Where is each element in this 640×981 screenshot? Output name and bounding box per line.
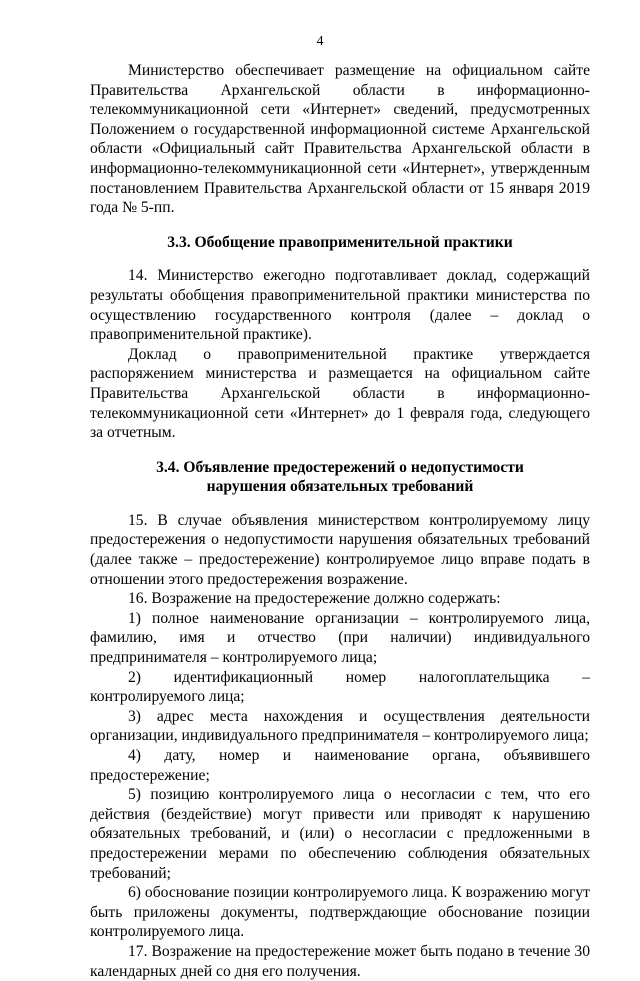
paragraph-15: 15. В случае объявления министерством контролируемому лицу предостережения о недопустимости нарушения обязательных требований (далее также – предостережение) контролируемое лицо вправе подать в отношении этого предостережения возражение. bbox=[90, 511, 590, 588]
document-body bbox=[90, 61, 590, 981]
paragraph-16: 16. Возражение на предостережение должно содержать: bbox=[128, 590, 501, 608]
section-3-4-heading-line2: нарушения обязательных требований bbox=[206, 478, 474, 496]
section-3-4-heading bbox=[90, 458, 590, 497]
section-3-4-heading-line1: 3.4. Объявление предостережений о недопустимости bbox=[156, 458, 524, 476]
list-item-3: 3) адрес места нахождения и осуществления деятельности организации, индивидуального предпринимателя – контролируемого лица; bbox=[90, 707, 590, 745]
list-item-2: 2) идентификационный номер налогоплательщика – контролируемого лица; bbox=[90, 668, 590, 706]
list-item-1: 1) полное наименование организации – контролируемого лица, фамилию, имя и отчество (при наличии) индивидуального предпринимателя – контролируемого лица; bbox=[90, 609, 590, 667]
paragraph-14: 14. Министерство ежегодно подготавливает доклад, содержащий результаты обобщения правоприменительной практики министерства по осуществлению государственного контроля (далее – доклад о правоприменительной практике). bbox=[90, 267, 590, 344]
page-number: 4 bbox=[316, 34, 324, 49]
list-item-4: 4) дату, номер и наименование органа, объявившего предостережение; bbox=[90, 747, 590, 784]
list-item-6: 6) обоснование позиции контролируемого лица. К возражению могут быть приложены документы, подтверждающие обоснование позиции контролируемого лица. bbox=[90, 884, 590, 941]
paragraph-17: 17. Возражение на предостережение может быть подано в течение 30 календарных дней со дня его получения. bbox=[90, 942, 590, 980]
intro-paragraph: Министерство обеспечивает размещение на официальном сайте Правительства Архангельской области в информационно-телекоммуникационной сети «Интернет» сведений, предусмотренных Положением о государственной информационной системе Архангельской области «Официальный сайт Правительства Архангельской области в информационно-телекоммуникационной сети «Интернет», утвержденным постановлением Правительства Архангельской области от 15 января 2019 года № 5-пп. bbox=[90, 62, 590, 217]
section-3-3-heading: 3.3. Обобщение правоприменительной практики bbox=[167, 233, 513, 251]
list-item-5: 5) позицию контролируемого лица о несогласии с тем, что его действия (бездействие) могут привести или приводят к нарушению обязательных требований, и (или) о несогласии с предложенными в предостережении мерами по обеспечению соблюдения обязательных требований; bbox=[90, 786, 590, 882]
paragraph-report-approval: Доклад о правоприменительной практике утверждается распоряжением министерства и размещается на официальном сайте Правительства Архангельской области в информационно-телекоммуникационной сети «Интернет» до 1 февраля года, следующего за отчетным. bbox=[90, 345, 590, 442]
